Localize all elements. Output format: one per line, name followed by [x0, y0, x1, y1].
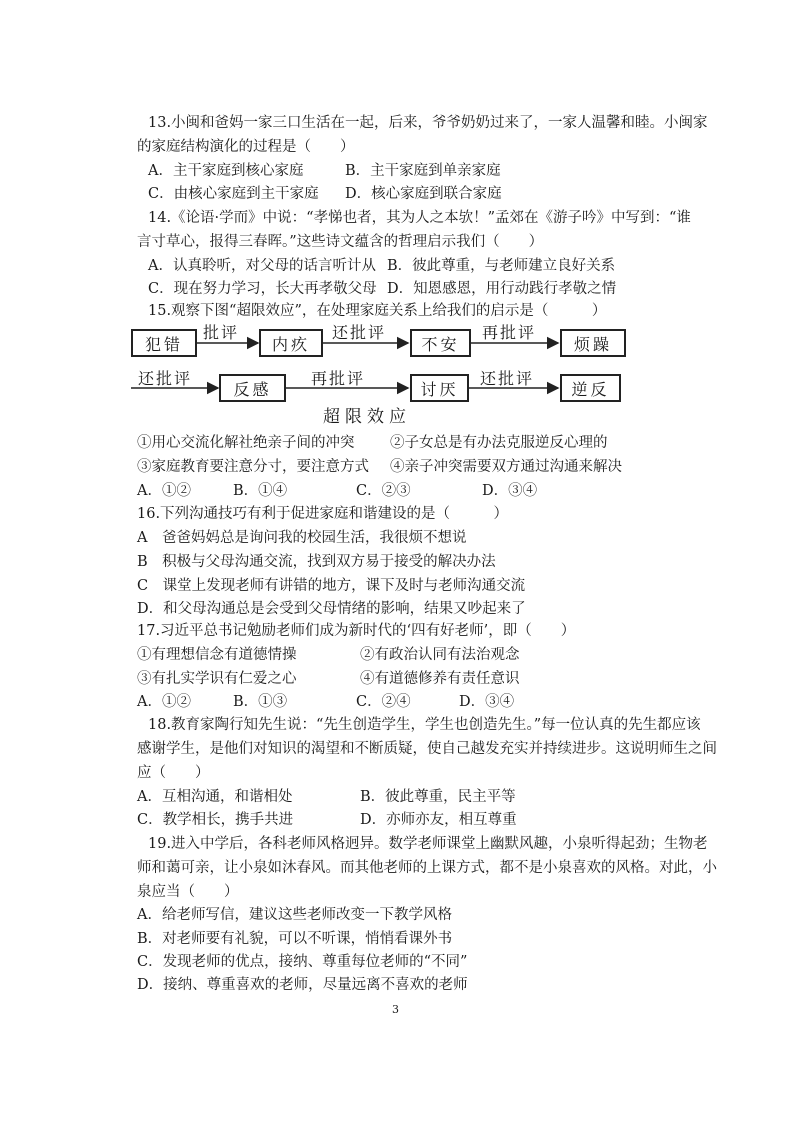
q14-option-d: D．知恩感恩，用行动践行孝敬之情 — [387, 281, 617, 297]
arrow-label-1: 批评 — [203, 323, 240, 342]
box-unease: 不安 — [410, 329, 471, 357]
q13-option-d: D．核心家庭到联合家庭 — [345, 186, 502, 202]
q16-option-a: A 爸爸妈妈总是询问我的校园生活，我很烦不想说 — [137, 530, 467, 546]
q19-option-b: B．对老师要有礼貌，可以不听课，悄悄看课外书 — [137, 931, 453, 947]
diagram-arrows — [0, 0, 794, 440]
q19-option-a: A．给老师写信，建议这些老师改变一下教学风格 — [137, 907, 452, 923]
q16-option-c: C 课堂上发现老师有讲错的地方，课下及时与老师沟通交流 — [137, 578, 526, 594]
q17-stem: 17.习近平总书记勉励老师们成为新时代的‘四有好老师’，即（ ） — [137, 623, 576, 639]
page-number: 3 — [392, 1003, 399, 1016]
q17-option-c: C．②④ — [356, 694, 411, 710]
q19-option-d: D．接纳、尊重喜欢的老师，尽量远离不喜欢的老师 — [137, 977, 468, 993]
q17-item-1: ①有理想信念有道德情操 — [137, 647, 297, 663]
q18-option-c: C．教学相长，携手共进 — [137, 812, 294, 828]
q14-option-a: A．认真聆听，对父母的话言听计从 — [148, 258, 376, 274]
q14-stem-line1: 14.《论语·学而》中说：“孝悌也者，其为人之本欤！”孟郊在《游子吟》中写到：“谁 — [148, 210, 691, 226]
q18-stem-line2: 感谢学生，是他们对知识的渴望和不断质疑，使自己越发充实并持续进步。这说明师生之间 — [137, 741, 717, 757]
q15-item-3: ③家庭教育要注意分寸，要注意方式 — [137, 459, 369, 475]
q16-option-b: B 积极与父母沟通交流，找到双方易于接受的解决办法 — [137, 554, 496, 570]
arrow-label-5: 再批评 — [311, 369, 366, 388]
q15-option-b: B．①④ — [233, 483, 288, 499]
q18-option-d: D．亦师亦友，相互尊重 — [360, 812, 517, 828]
q15-item-1: ①用心交流化解社绝亲子间的冲突 — [137, 435, 355, 451]
q19-stem-line1: 19.进入中学后，各科老师风格迥异。数学老师课堂上幽默风趣，小泉听得起劲；生物老 — [148, 836, 708, 852]
q15-item-4: ④亲子冲突需要双方通过沟通来解决 — [390, 459, 622, 475]
q17-option-b: B．①③ — [233, 694, 288, 710]
q18-option-a: A．互相沟通，和谐相处 — [137, 789, 293, 805]
arrow-label-2: 还批评 — [332, 323, 387, 342]
q17-item-3: ③有扎实学识有仁爱之心 — [137, 671, 297, 687]
box-rebellion: 逆反 — [560, 374, 621, 402]
box-irritation: 烦躁 — [560, 329, 626, 357]
q13-stem-line2: 的家庭结构演化的过程是（ ） — [137, 139, 355, 155]
q13-stem-line1: 13.小闽和爸妈一家三口生活在一起，后来，爷爷奶奶过来了，一家人温馨和睦。小闽家 — [148, 115, 708, 131]
diagram-caption: 超限效应 — [323, 407, 411, 427]
box-resentment: 反感 — [219, 374, 286, 402]
q18-option-b: B．彼此尊重，民主平等 — [360, 789, 516, 805]
q17-option-a: A．①② — [137, 694, 191, 710]
q16-stem: 16.下列沟通技巧有利于促进家庭和谐建设的是（ ） — [137, 506, 509, 522]
q16-option-d: D．和父母沟通总是会受到父母情绪的影响，结果又吵起来了 — [137, 601, 526, 617]
q13-option-a: A．主干家庭到核心家庭 — [148, 163, 304, 179]
q15-option-a: A．①② — [137, 483, 191, 499]
q19-stem-line2: 师和蔼可亲，让小泉如沐春风。而其他老师的上课方式，都不是小泉喜欢的风格。对此，小 — [137, 860, 717, 876]
q13-option-c: C．由核心家庭到主干家庭 — [148, 186, 319, 202]
q13-option-b: B．主干家庭到单亲家庭 — [345, 163, 501, 179]
q17-item-2: ②有政治认同有法治观念 — [360, 647, 520, 663]
q18-stem-line3: 应（ ） — [137, 765, 210, 781]
q18-stem-line1: 18.教育家陶行知先生说：“先生创造学生，学生也创造先生。”每一位认真的先生都应该 — [148, 717, 701, 733]
q15-option-d: D．③④ — [482, 483, 538, 499]
q19-option-c: C．发现老师的优点，接纳、尊重每位老师的“不同” — [137, 954, 468, 970]
q15-stem: 15.观察下图“超限效应”，在处理家庭关系上给我们的启示是（ ） — [148, 303, 607, 319]
arrow-label-3: 再批评 — [482, 323, 537, 342]
arrow-label-4: 还批评 — [138, 369, 193, 388]
box-guilt: 内疚 — [259, 329, 323, 357]
q15-option-c: C．②③ — [356, 483, 411, 499]
q19-stem-line3: 泉应当（ ） — [137, 884, 239, 900]
q14-option-b: B．彼此尊重，与老师建立良好关系 — [387, 258, 616, 274]
q14-option-c: C．现在努力学习，长大再孝敬父母 — [148, 281, 377, 297]
q14-stem-line2: 言寸草心，报得三春晖。”这些诗文蕴含的哲理启示我们（ ） — [137, 234, 544, 250]
box-mistake: 犯错 — [131, 329, 197, 357]
q17-item-4: ④有道德修养有责任意识 — [360, 671, 520, 687]
box-dislike: 讨厌 — [410, 374, 469, 402]
arrow-label-6: 还批评 — [480, 369, 535, 388]
q17-option-d: D．③④ — [459, 694, 515, 710]
q15-item-2: ②子女总是有办法克服逆反心理的 — [390, 435, 608, 451]
